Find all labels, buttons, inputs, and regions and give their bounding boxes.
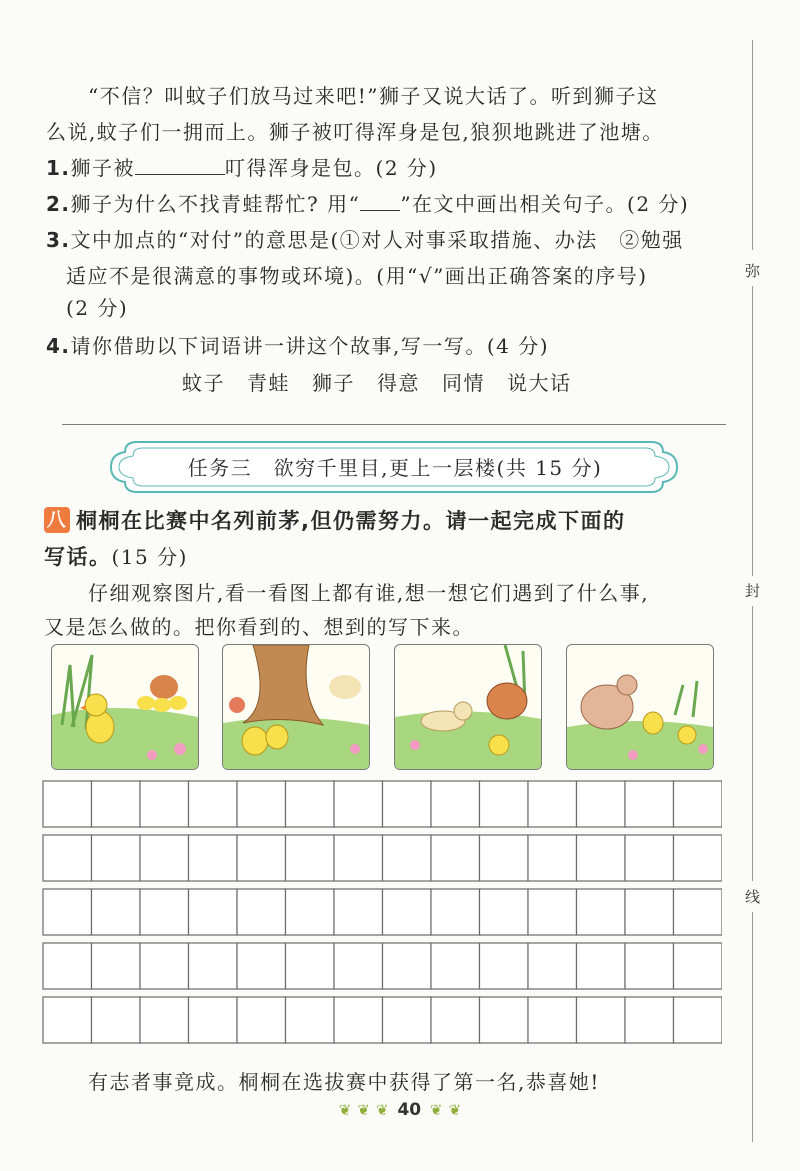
story-picture-2 [222,644,370,770]
grid-cell[interactable] [383,835,432,881]
grid-cell[interactable] [237,889,286,935]
page-footer [0,1100,800,1120]
grid-cell[interactable] [674,889,723,935]
grid-cell[interactable] [92,889,141,935]
word-bank-item: 得意 [377,371,420,395]
grid-cell[interactable] [625,943,674,989]
grid-cell[interactable] [431,835,480,881]
word-bank-item: 蚊子 [182,371,225,395]
binding-label-xian: 线 [745,888,761,906]
question-1 [46,152,438,181]
grid-cell[interactable] [140,781,189,827]
grid-cell[interactable] [286,943,335,989]
grid-cell[interactable] [577,835,626,881]
sprig-icon: ❦ [430,1101,443,1119]
question-4-number: 4. [46,334,71,358]
question-3-number: 3. [46,228,71,252]
grid-cell[interactable] [189,835,238,881]
grid-cell[interactable] [480,889,529,935]
grid-cell[interactable] [334,889,383,935]
section-8-instruction-1: 仔细观察图片,看一看图上都有谁,想一想它们遇到了什么事, [88,581,650,605]
grid-cell[interactable] [286,835,335,881]
grid-cell[interactable] [43,781,92,827]
question-1-number: 1. [46,156,71,180]
grid-cell[interactable] [189,781,238,827]
grid-cell[interactable] [625,889,674,935]
question-3-line-2: 适应不是很满意的事物或环境)。(用“√”画出正确答案的序号) [66,264,648,288]
grid-cell[interactable] [189,889,238,935]
grid-cell[interactable] [383,889,432,935]
grid-cell[interactable] [43,835,92,881]
passage-line-2: 么说,蚊子们一拥而上。狮子被叮得浑身是包,狼狈地跳进了池塘。 [46,120,664,144]
grid-cell[interactable] [528,997,577,1043]
grid-cell[interactable] [625,781,674,827]
grid-cell[interactable] [528,943,577,989]
question-4-text: 请你借助以下词语讲一讲这个故事,写一写。(4 分) [70,334,550,358]
question-2 [46,188,689,217]
grid-cell[interactable] [43,889,92,935]
sprig-icon: ❦ [375,1101,389,1119]
grid-cell[interactable] [334,997,383,1043]
sprig-icon: ❦ [338,1101,352,1119]
grid-cell[interactable] [431,943,480,989]
question-2-before: 狮子为什么不找青蛙帮忙? 用“ [70,192,361,216]
grid-cell[interactable] [286,781,335,827]
grid-cell[interactable] [577,997,626,1043]
section-8-title-text-2: 写话。 [44,545,112,569]
question-2-after: ”在文中画出相关句子。(2 分) [400,192,690,216]
grid-cell[interactable] [92,997,141,1043]
grid-cell[interactable] [92,835,141,881]
question-3-line-1 [46,224,684,253]
grid-cell[interactable] [383,781,432,827]
grid-cell[interactable] [480,781,529,827]
grid-cell[interactable] [92,943,141,989]
story-picture-1 [51,644,199,770]
section-8-score: (15 分) [111,545,188,569]
grid-cell[interactable] [431,997,480,1043]
grid-cell[interactable] [383,943,432,989]
page-number: 40 [397,1100,422,1120]
question-4 [46,330,549,359]
grid-cell[interactable] [480,835,529,881]
grid-cell[interactable] [334,781,383,827]
story-picture-4 [566,644,714,770]
word-bank-item: 青蛙 [247,371,290,395]
grid-cell[interactable] [140,835,189,881]
section-8-instruction-2: 又是怎么做的。把你看到的、想到的写下来。 [44,615,474,639]
section-divider [62,424,726,425]
grid-cell[interactable] [577,943,626,989]
question-1-answer-blank[interactable] [135,156,225,175]
story-picture-3 [394,644,542,770]
grid-cell[interactable] [674,997,723,1043]
section-8-title-line-2 [44,541,188,571]
grid-cell[interactable] [189,943,238,989]
grid-cell[interactable] [189,997,238,1043]
question-2-number: 2. [46,192,71,216]
binding-line-mid [752,286,753,576]
grid-cell[interactable] [140,889,189,935]
grid-cell[interactable] [528,835,577,881]
grid-cell[interactable] [674,943,723,989]
section-8-badge: 八 [44,507,70,533]
grid-cell[interactable] [92,781,141,827]
word-bank-item: 狮子 [312,371,355,395]
grid-cell[interactable] [383,997,432,1043]
question-3-text-1: 文中加点的“对付”的意思是(①对人对事采取措施、办法 ②勉强 [70,228,684,252]
grid-cell[interactable] [528,781,577,827]
grid-cell[interactable] [140,943,189,989]
grid-cell[interactable] [577,781,626,827]
sprig-icon: ❦ [448,1101,462,1119]
section-8-title-line-1 [44,505,625,535]
grid-cell[interactable] [237,997,286,1043]
grid-cell[interactable] [43,997,92,1043]
grid-cell[interactable] [431,889,480,935]
section-8-title-text-1: 桐桐在比赛中名列前茅,但仍需努力。请一起完成下面的 [76,509,626,533]
passage-line-1: “不信？叫蚊子们放马过来吧!”狮子又说大话了。听到狮子这 [88,84,659,108]
sprig-icon: ❦ [357,1101,370,1119]
grid-cell[interactable] [625,997,674,1043]
question-3-line-3: (2 分) [66,296,129,320]
grid-cell[interactable] [140,997,189,1043]
grid-cell[interactable] [237,943,286,989]
grid-cell[interactable] [674,835,723,881]
grid-cell[interactable] [577,889,626,935]
grid-cell[interactable] [674,781,723,827]
underline-marker [360,192,400,211]
question-1-before: 狮子被 [70,156,136,180]
binding-line-top [752,40,753,250]
grid-cell[interactable] [480,943,529,989]
grid-cell[interactable] [431,781,480,827]
closing-sentence: 有志者事竟成。桐桐在选拔赛中获得了第一名,恭喜她! [88,1070,600,1094]
binding-label-feng: 封 [745,582,761,600]
grid-cell[interactable] [480,997,529,1043]
grid-cell[interactable] [625,835,674,881]
grid-cell[interactable] [528,889,577,935]
grid-cell[interactable] [334,835,383,881]
binding-line-lower [752,606,753,881]
word-bank [182,367,572,396]
grid-cell[interactable] [43,943,92,989]
grid-cell[interactable] [334,943,383,989]
word-bank-item: 同情 [442,371,485,395]
question-1-after: 叮得浑身是包。(2 分) [225,156,438,180]
grid-cell[interactable] [286,997,335,1043]
word-bank-item: 说大话 [507,371,572,395]
grid-cell[interactable] [286,889,335,935]
grid-cell[interactable] [237,835,286,881]
grid-cell[interactable] [237,781,286,827]
binding-label-mi: 弥 [745,262,761,280]
writing-grid[interactable] [42,780,722,1050]
task-banner-title: 任务三 欲穷千里目,更上一层楼(共 15 分) [187,456,603,480]
